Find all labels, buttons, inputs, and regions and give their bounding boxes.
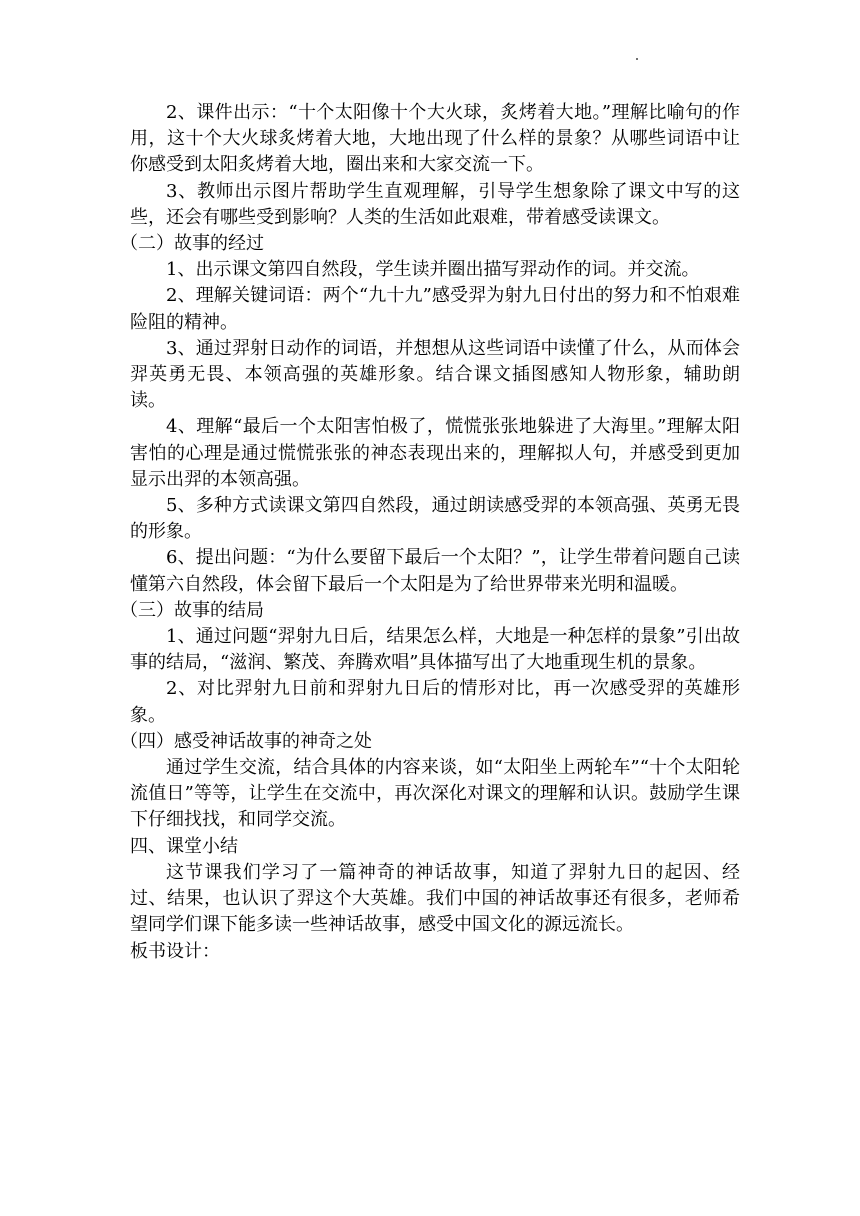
paragraph: 这节课我们学习了一篇神奇的神话故事，知道了羿射九日的起因、经过、结果，也认识了羿这个大英雄。我们中国的神话故事还有很多，老师希望同学们课下能多读一些神话故事，感受中国文化的源远流长。 (130, 861, 740, 936)
paragraph: 2、课件出示：“十个太阳像十个大火球，炙烤着大地。”理解比喻句的作用，这十个大火球炙烤着大地，大地出现了什么样的景象？从哪些词语中让你感受到太阳炙烤着大地，圈出来和大家交流一下。 (130, 102, 740, 176)
paragraph: 1、出示课文第四自然段，学生读并圈出描写羿动作的词。并交流。 (166, 259, 700, 281)
paragraph: 5、多种方式读课文第四自然段，通过朗读感受羿的本领高强、英勇无畏的形象。 (130, 495, 740, 543)
paragraph: 2、理解关键词语：两个“九十九”感受羿为射九日付出的努力和不怕艰难险阻的精神。 (130, 285, 740, 333)
section-heading: （四）感受神话故事的神奇之处 (120, 730, 372, 752)
section-heading: （二）故事的经过 (120, 233, 264, 255)
section-heading: （三）故事的结局 (120, 599, 264, 621)
paragraph: 2、对比羿射九日前和羿射九日后的情形对比，再一次感受羿的英雄形象。 (130, 678, 740, 726)
paragraph: 通过学生交流，结合具体的内容来谈，如“太阳坐上两轮车”“十个太阳轮流值日”等等，让学生在交流中，再次深化对课文的理解和认识。鼓励学生课下仔细找找，和同学交流。 (130, 757, 740, 831)
paragraph: 6、提出问题：“为什么要留下最后一个太阳？”，让学生带着问题自己读懂第六自然段，体会留下最后一个太阳是为了给世界带来光明和温暖。 (130, 547, 740, 595)
section-heading: 四、课堂小结 (130, 835, 238, 857)
paragraph: 3、通过羿射日动作的词语，并想想从这些词语中读懂了什么，从而体会羿英勇无畏、本领高强的英雄形象。结合课文插图感知人物形象，辅助朗读。 (130, 337, 740, 412)
paragraph: 3、教师出示图片帮助学生直观理解，引导学生想象除了课文中写的这些，还会有哪些受到影响？人类的生活如此艰难，带着感受读课文。 (130, 180, 740, 228)
document-body (120, 100, 740, 965)
board-design-label: 板书设计： (130, 940, 220, 962)
page-dot-mark (636, 58, 638, 60)
paragraph: 1、通过问题“羿射九日后，结果怎么样，大地是一种怎样的景象”引出故事的结局，“滋润、繁茂、奔腾欢唱”具体描写出了大地重现生机的景象。 (130, 626, 740, 674)
paragraph: 4、理解“最后一个太阳害怕极了，慌慌张张地躲进了大海里。”理解太阳害怕的心理是通过慌慌张张的神态表现出来的，理解拟人句，并感受到更加显示出羿的本领高强。 (130, 416, 740, 490)
